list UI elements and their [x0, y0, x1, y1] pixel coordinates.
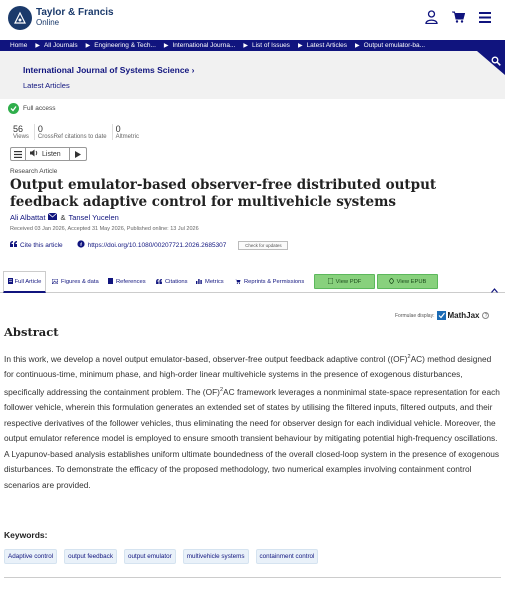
- abstract-part: AC) method designed for continuous-time, minimum phase, and high-order linear multivehicle systems in the presence of exogenous disturbances, specifically addressing the containment problem. The (OF): [4, 353, 492, 397]
- metric-value: 0: [37, 124, 43, 134]
- latest-articles-link[interactable]: Latest Articles: [23, 81, 70, 90]
- article-metrics: [10, 124, 144, 140]
- listen-button[interactable]: [26, 148, 70, 160]
- brand-subtitle: Online: [36, 18, 60, 27]
- metric-label: Altmetric: [115, 134, 139, 140]
- chevron-left-icon[interactable]: [63, 583, 68, 590]
- breadcrumb-separator-icon: ▶: [243, 43, 248, 49]
- chevron-up-icon[interactable]: [491, 280, 498, 298]
- tab-citations[interactable]: [156, 273, 188, 291]
- keyword-tag[interactable]: Adaptive control: [4, 549, 57, 564]
- breadcrumb-separator-icon: ▶: [355, 43, 360, 49]
- quote-icon: [156, 279, 162, 286]
- access-label: Full access: [23, 105, 56, 112]
- keyword-tag[interactable]: containment control: [256, 549, 319, 564]
- brand-name: Taylor & Francis: [36, 7, 114, 18]
- chevron-right-icon[interactable]: [438, 583, 443, 590]
- speaker-icon: [30, 149, 39, 159]
- tab-full-article[interactable]: [3, 271, 46, 293]
- author-link[interactable]: Tansel Yucelen: [68, 213, 119, 222]
- menu-icon[interactable]: [479, 12, 491, 23]
- metric-value: 56: [13, 124, 24, 134]
- publication-dates: Received 03 Jan 2026, Accepted 31 May 2026, Published online: 13 Jul 2026: [10, 226, 199, 232]
- check-circle-icon: [8, 103, 19, 114]
- site-header: [0, 0, 505, 40]
- metric-crossref[interactable]: [35, 124, 113, 140]
- user-icon[interactable]: [425, 10, 438, 24]
- tab-label: References: [116, 279, 146, 285]
- chevron-right-icon: ›: [191, 65, 195, 75]
- breadcrumb-separator-icon: ▶: [35, 43, 40, 49]
- article-title: Output emulator-based observer-free distributed output feedback adaptive control for multivehicle systems: [10, 177, 437, 210]
- article-type: Research Article: [10, 168, 58, 175]
- breadcrumb: [0, 40, 505, 51]
- view-epub-button[interactable]: [377, 274, 438, 289]
- book-icon: [108, 278, 113, 286]
- author-link[interactable]: Ali Albattat: [10, 213, 46, 222]
- svg-text:d: d: [79, 241, 82, 247]
- bar-chart-icon: [196, 279, 202, 286]
- abstract-part: AC framework leverages a nonminimal state-space representation for each follower vehicle, wherein this formulation generates an extended set of states by utilising the filtered inputs, filtered outputs, and their respective derivatives of the follower vehicles, thus eliminating the need for observer design for each individual vehicle. Moreover, the output emulator reference model is employed to ensure smooth transient behaviour by mitigating potential high-frequency oscillations. A Lyapunov-based analysis establishes uniform ultimate boundedness of the overall closed-loop system in the presence of exogenous disturbances. To demonstrate the efficacy of the proposed methodology, two numerical examples involving containment control scenarios are provided.: [4, 386, 500, 490]
- view-epub-label: View EPUB: [396, 278, 427, 285]
- citation-row: [10, 240, 288, 250]
- formulae-label: Formulae display:: [395, 312, 435, 319]
- abstract-heading: Abstract: [4, 325, 59, 339]
- tab-reprints[interactable]: [235, 273, 304, 291]
- email-icon[interactable]: [48, 213, 57, 222]
- mathjax-toggle[interactable]: [437, 311, 479, 320]
- tab-label: Metrics: [205, 279, 224, 285]
- metric-views[interactable]: [10, 124, 35, 140]
- keyword-list: [4, 549, 318, 564]
- keywords-heading: Keywords:: [4, 530, 48, 540]
- metric-label: Views: [13, 134, 29, 140]
- keyword-tag[interactable]: output emulator: [124, 549, 176, 564]
- help-icon[interactable]: ?: [482, 312, 489, 319]
- doi-link[interactable]: https://doi.org/10.1080/00207721.2026.2685307: [87, 241, 227, 249]
- mathjax-label: MathJax: [447, 311, 480, 320]
- abstract-text: [4, 350, 502, 493]
- breadcrumb-engineering[interactable]: Engineering & Tech...: [94, 42, 156, 49]
- breadcrumb-home[interactable]: Home: [10, 42, 28, 49]
- journal-title-text: International Journal of Systems Science: [23, 65, 190, 75]
- listen-widget: [10, 147, 87, 161]
- keyword-tag[interactable]: output feedback: [64, 549, 117, 564]
- journal-title[interactable]: [23, 65, 195, 75]
- check-for-updates-badge[interactable]: Check for updates: [238, 241, 288, 250]
- breadcrumb-current: Output emulator-ba...: [363, 42, 426, 49]
- metric-label: CrossRef citations to date: [37, 134, 107, 140]
- tab-figures[interactable]: [52, 273, 99, 291]
- breadcrumb-journal[interactable]: International Journa...: [172, 42, 236, 49]
- metric-value: 0: [115, 124, 121, 134]
- author-list: [10, 213, 119, 222]
- breadcrumb-separator-icon: ▶: [163, 43, 169, 49]
- tab-metrics[interactable]: [196, 273, 224, 291]
- breadcrumb-separator-icon: ▶: [297, 43, 303, 49]
- keyword-tag[interactable]: multivehicle systems: [183, 549, 249, 564]
- access-indicator: [8, 103, 56, 114]
- view-pdf-label: View PDF: [335, 278, 362, 285]
- tab-label: Full Article: [14, 278, 42, 285]
- breadcrumb-separator-icon: ▶: [85, 43, 91, 49]
- listen-menu-icon[interactable]: [11, 148, 26, 160]
- cart-icon: [235, 279, 241, 286]
- formulae-display: [395, 311, 489, 320]
- tab-label: Figures & data: [61, 279, 99, 285]
- section-divider: [4, 577, 501, 578]
- document-icon: [8, 278, 13, 286]
- author-separator: &: [60, 213, 66, 222]
- image-icon: [52, 279, 58, 286]
- tab-references[interactable]: [108, 273, 146, 291]
- doi-icon: [77, 240, 85, 250]
- superscript: 2: [407, 354, 411, 360]
- tab-label: Citations: [165, 279, 188, 285]
- taylor-francis-logo[interactable]: [8, 6, 114, 30]
- play-icon[interactable]: [70, 148, 86, 160]
- breadcrumb-issues[interactable]: List of Issues: [252, 42, 290, 49]
- journal-banner: [0, 51, 505, 99]
- checkbox-icon: [437, 311, 446, 320]
- quote-icon: [10, 241, 17, 249]
- abstract-part: In this work, we develop a novel output emulator-based, observer-free output feedback adaptive control ((OF): [4, 353, 408, 364]
- pdf-icon: [328, 278, 333, 286]
- logo-mark-icon: [8, 6, 32, 30]
- breadcrumb-latest[interactable]: Latest Articles: [306, 42, 348, 49]
- epub-icon: [389, 278, 394, 286]
- listen-label: Listen: [42, 150, 61, 158]
- cite-article-link[interactable]: Cite this article: [20, 241, 63, 249]
- tab-label: Reprints & Permissions: [244, 279, 305, 285]
- metric-altmetric[interactable]: [113, 124, 144, 140]
- breadcrumb-all-journals[interactable]: All Journals: [43, 42, 78, 49]
- view-pdf-button[interactable]: [314, 274, 375, 289]
- cart-icon[interactable]: [452, 11, 465, 23]
- search-icon[interactable]: [491, 53, 501, 71]
- superscript: 2: [219, 386, 224, 393]
